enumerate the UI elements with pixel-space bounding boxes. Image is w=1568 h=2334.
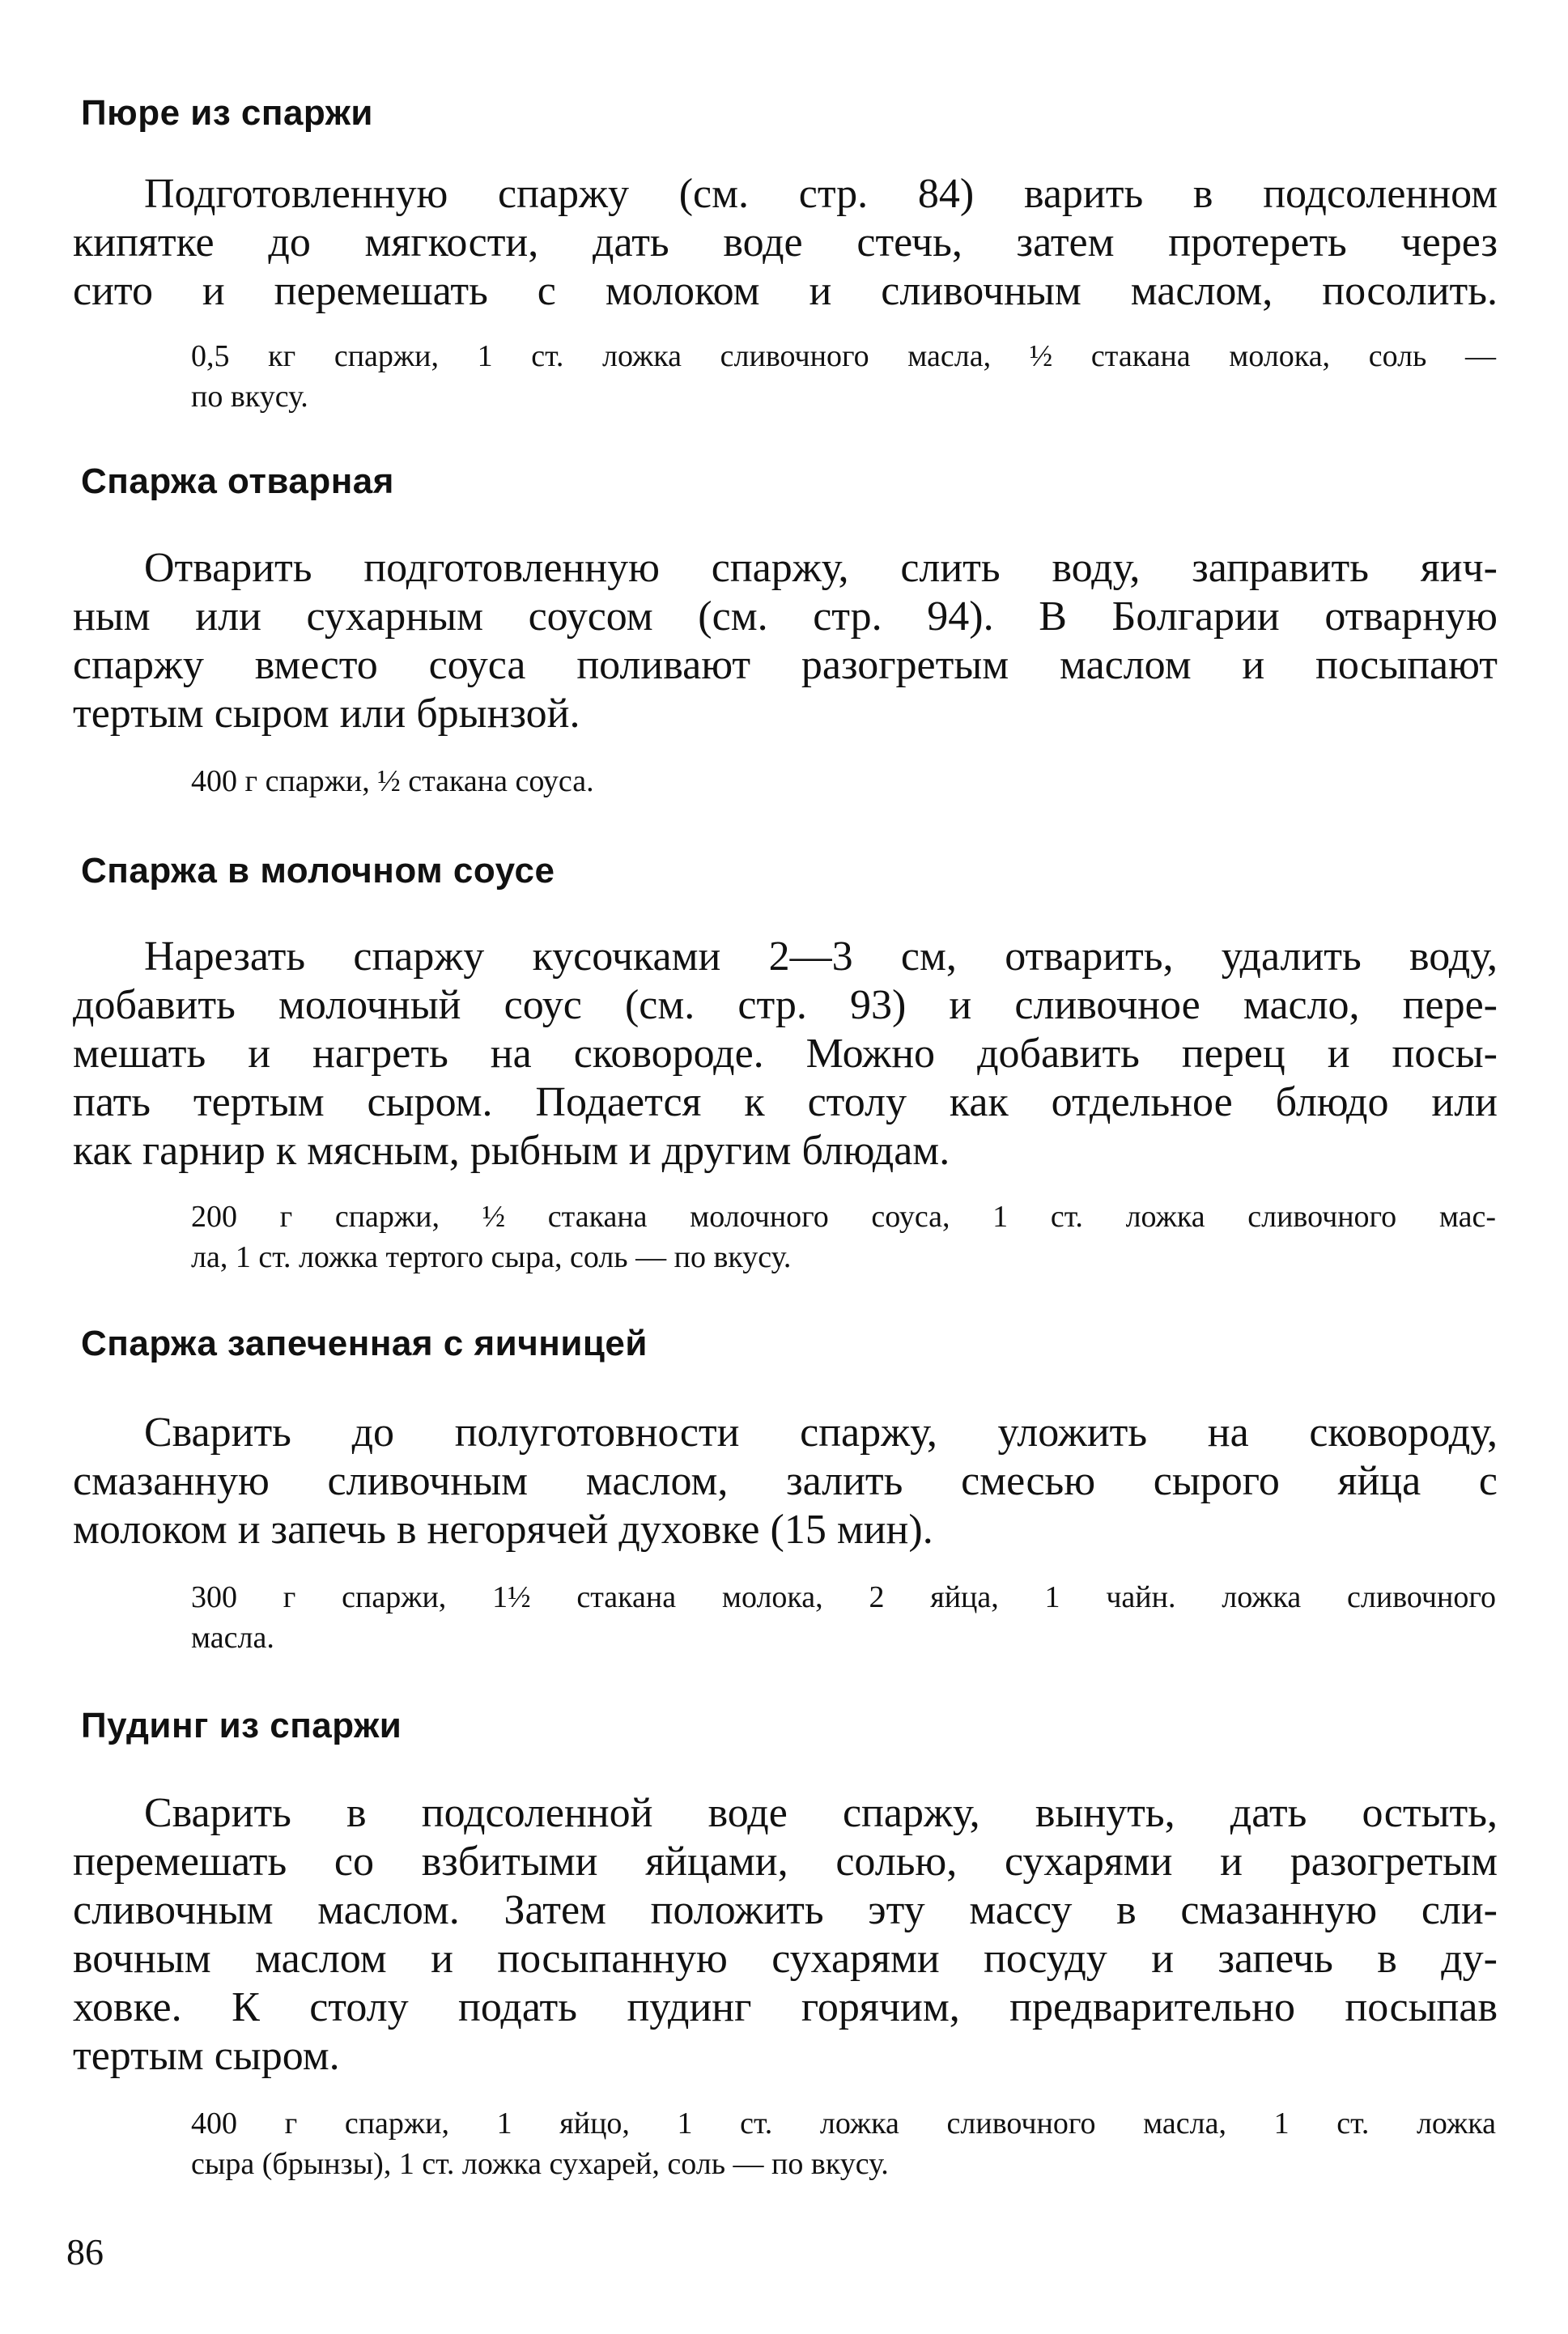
text-line: ла, 1 ст. ложка тертого сыра, соль — по вкусу. [191,1240,792,1274]
text-line: ным или сухарным соусом (см. стр. 94). В Болгарии отварную [73,593,1498,640]
text-line: 400 г спаржи, ½ стакана соуса. [191,764,594,798]
recipe-ingredients [191,1577,1496,1658]
text-line: сито и перемешать с молоком и сливочным маслом, посолить. [73,268,1498,314]
text-line: Сварить в подсоленной воде спаржу, вынуть, дать остыть, [144,1790,1498,1836]
text-line: вочным маслом и посыпанную сухарями посуду и запечь в ду- [73,1936,1498,1982]
recipe-title: Пюре из спаржи [81,93,373,133]
text-line: Подготовленную спаржу (см. стр. 84) варить в подсоленном [144,171,1498,217]
text-line: молоком и запечь в негорячей духовке (15 мин). [73,1507,933,1553]
text-line: 0,5 кг спаржи, 1 ст. ложка сливочного масла, ½ стакана молока, соль — [191,339,1496,373]
recipe-instructions [73,170,1498,316]
text-line: масла. [191,1621,274,1655]
text-line: 300 г спаржи, 1½ стакана молока, 2 яйца, 1 чайн. ложка сливочного [191,1580,1496,1614]
text-line: перемешать со взбитыми яйцами, солью, сухарями и разогретым [73,1839,1498,1885]
text-line: Нарезать спаржу кусочками 2—3 см, отварить, удалить воду, [144,933,1498,980]
text-line: смазанную сливочным маслом, залить смесью сырого яйца с [73,1458,1498,1504]
recipe-ingredients [191,2103,1496,2184]
text-line: как гарнир к мясным, рыбным и другим блюдам. [73,1128,950,1174]
text-line: Сварить до полуготовности спаржу, уложить на сковороду, [144,1409,1498,1456]
recipe-instructions [73,1409,1498,1554]
text-line: тертым сыром. [73,2033,340,2079]
text-line: 400 г спаржи, 1 яйцо, 1 ст. ложка сливочного масла, 1 ст. ложка [191,2107,1496,2141]
text-line: сыра (брынзы), 1 ст. ложка сухарей, соль — по вкусу. [191,2147,889,2181]
recipe-instructions [73,1789,1498,2081]
text-line: мешать и нагреть на сковороде. Можно добавить перец и посы- [73,1031,1498,1077]
page-number: 86 [66,2231,104,2272]
recipe-ingredients [191,336,1496,417]
text-line: спаржу вместо соуса поливают разогретым маслом и посыпают [73,642,1498,688]
text-line: Отварить подготовленную спаржу, слить воду, заправить яич- [144,545,1498,591]
recipe-title: Спаржа отварная [81,461,394,501]
recipe-title: Пудинг из спаржи [81,1706,402,1745]
text-line: 200 г спаржи, ½ стакана молочного соуса, 1 ст. ложка сливочного мас- [191,1200,1496,1234]
text-line: добавить молочный соус (см. стр. 93) и сливочное масло, пере- [73,982,1498,1028]
text-line: тертым сыром или брынзой. [73,691,580,737]
recipe-title: Спаржа в молочном соусе [81,851,555,891]
text-line: сливочным маслом. Затем положить эту массу в смазанную сли- [73,1887,1498,1933]
recipe-ingredients [191,1197,1496,1278]
text-line: ховке. К столу подать пудинг горячим, предварительно посыпав [73,1984,1498,2030]
text-line: по вкусу. [191,380,308,414]
recipe-instructions [73,544,1498,738]
recipe-ingredients [191,761,1496,801]
recipe-title: Спаржа запеченная с яичницей [81,1324,648,1363]
recipe-instructions [73,933,1498,1176]
text-line: кипятке до мягкости, дать воде стечь, затем протереть через [73,219,1498,266]
text-line: пать тертым сыром. Подается к столу как отдельное блюдо или [73,1079,1498,1125]
